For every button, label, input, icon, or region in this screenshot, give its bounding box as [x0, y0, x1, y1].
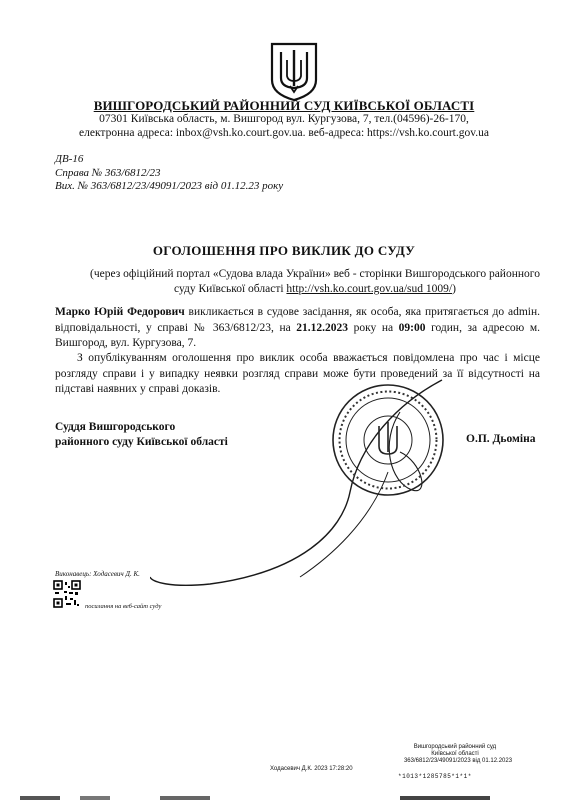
judge-title-line2: районного суду Київської області	[55, 436, 228, 448]
coat-of-arms-emblem	[268, 40, 320, 102]
subtitle-close: )	[452, 283, 456, 295]
notice-subtitle-line2	[80, 283, 550, 295]
judge-name: О.П. Дьоміна	[466, 433, 536, 445]
qr-code-caption: посилання на веб-сайт суду	[85, 603, 162, 610]
outgoing-number: Вих. № 363/6812/23/49091/2023 від 01.12.23 року	[55, 180, 284, 192]
court-stamp	[330, 382, 446, 498]
registration-court: Вишгородський районний суд	[413, 744, 497, 750]
hearing-time: 09:00	[398, 321, 426, 334]
notice-title: ОГОЛОШЕННЯ ПРО ВИКЛИК ДО СУДУ	[152, 243, 416, 258]
qr-code-icon[interactable]	[53, 580, 81, 608]
court-contacts: електронна адреса: inbox@vsh.ko.court.gov.ua. веб-адреса: https://vsh.ko.court.gov.ua	[79, 127, 489, 139]
court-address: 07301 Київська область, м. Вишгород вул. Кургузова, 7, тел.(04596)-26-170,	[99, 113, 469, 125]
subtitle-text: суду Київської області	[174, 283, 287, 295]
scan-edge-marks	[0, 792, 568, 800]
registration-region: Київської області	[431, 751, 479, 757]
judge-title	[55, 420, 228, 450]
summons-paragraph	[55, 305, 540, 352]
court-name: ВИШГОРОДСЬКИЙ РАЙОННИЙ СУД КИЇВСЬКОЇ ОБЛАСТІ	[93, 98, 475, 113]
summons-text-a: викликається в судове засідання, як особа, яка притягається до admiн. відповідальності, у справі № 363/6812/23, на	[55, 306, 540, 334]
notification-paragraph: З опублікуванням оголошення про виклик особа вважається повідомлена про час і місце розгляду справи і у випадку неявки розгляд справи може бути проведений за її відсутності на підставі наявних у справі доказів.	[55, 352, 540, 395]
notice-subtitle-line1: (через офіційний портал «Судова влада України» веб - сторінки Вишгородського районного	[90, 268, 540, 280]
summons-text-b: року на	[348, 321, 399, 334]
judge-title-line1: Суддя Вишгородського	[55, 421, 176, 433]
hearing-date: 21.12.2023	[296, 321, 349, 334]
person-name: Марко Юрій Федорович	[55, 306, 185, 318]
summons-text-c: годин, за адресою м. Вишгород, вул. Кургузова, 7.	[55, 321, 540, 349]
case-number: Справа № 363/6812/23	[55, 167, 161, 179]
barcode-text: *1013*1285785*1*1*	[398, 773, 472, 780]
executor-line: Виконавець: Ходасевич Д. К.	[55, 570, 140, 578]
form-code: ДВ-16	[55, 153, 84, 165]
court-portal-link[interactable]: http://vsh.ko.court.gov.ua/sud 1009/	[286, 283, 453, 295]
registration-number: 363/6812/23/49091/2023 від 01.12.2023	[403, 758, 513, 764]
registration-executor-stamp: Ходасевич Д.К. 2023 17:28:20	[270, 766, 353, 772]
